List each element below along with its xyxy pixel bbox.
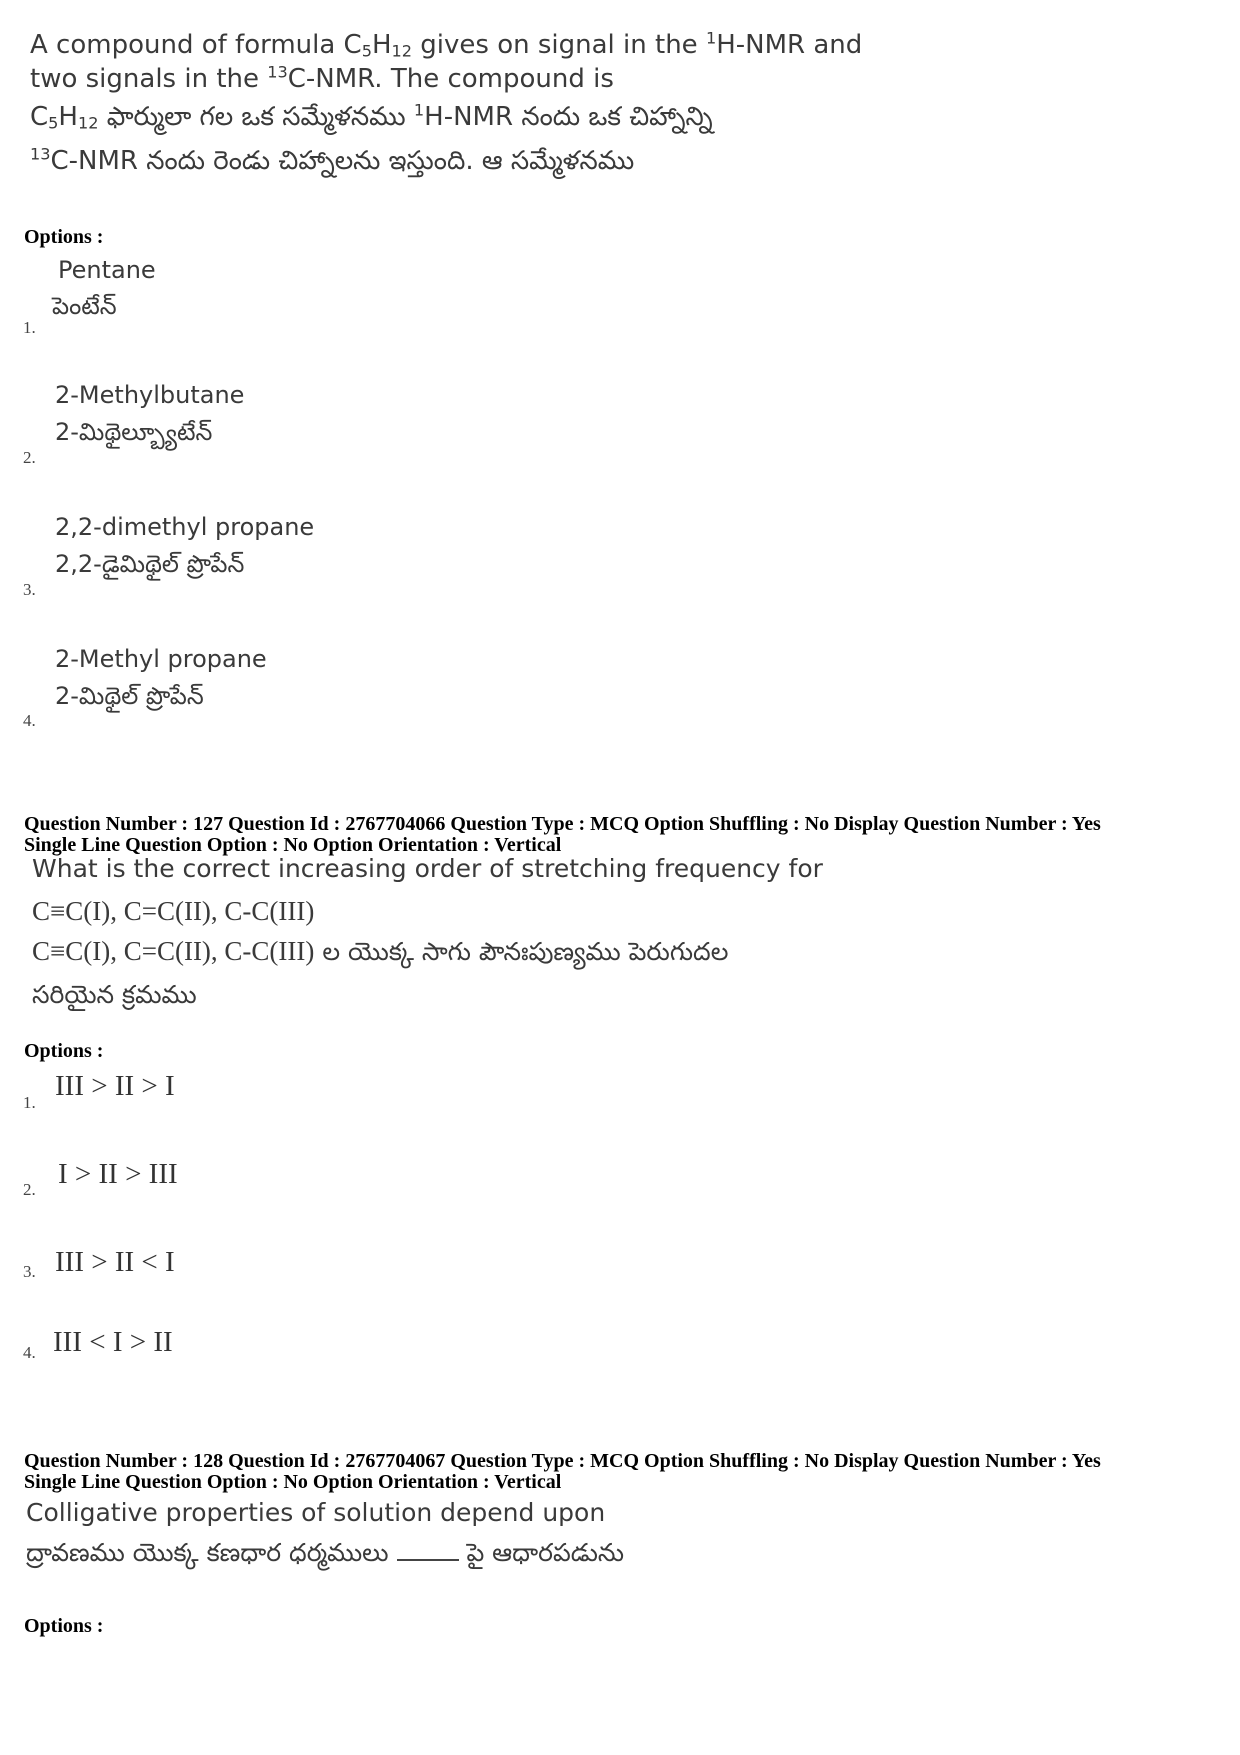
options-label: Options :: [24, 1040, 104, 1062]
question-line: two signals in the $^{13}$C-NMR. The compound is: [30, 62, 614, 94]
option-3-english: 2,2-dimethyl propane: [55, 513, 315, 541]
option-1-telugu: పెంటేన్: [52, 292, 117, 320]
option-2-text: I > II > III: [58, 1158, 178, 1190]
question-128-meta-line-2: Single Line Question Option : No Option Orientation : Vertical: [24, 1471, 562, 1493]
question-line-telugu: $^{13}$C-NMR నందు రెండు చిహ్నాలను ఇస్తుంది. ఆ సమ్మేళనము: [30, 144, 635, 176]
fill-in-blank: [397, 1542, 459, 1562]
option-1-number[interactable]: 1.: [23, 1093, 36, 1112]
question-127-meta-line-1: Question Number : 127 Question Id : 2767704066 Question Type : MCQ Option Shuffling : No Display Question Number : Yes: [24, 813, 1101, 835]
question-126-text: [30, 28, 930, 202]
options-label: Options :: [24, 1615, 104, 1637]
question-line: A compound of formula $C_5H_{12}$ gives on signal in the $^1$H-NMR and: [30, 28, 863, 61]
option-4-telugu: 2-మిథైల్ ప్రొపేన్: [55, 682, 204, 710]
question-line: Colligative properties of solution depend upon: [26, 1498, 606, 1527]
question-line-telugu: C≡C(I), C=C(II), C-C(III) ల యొక్క సాగు పౌనఃపుణ్యము పెరుగుదల: [32, 936, 729, 966]
question-128-meta-line-1: Question Number : 128 Question Id : 2767704067 Question Type : MCQ Option Shuffling : No Display Question Number : Yes: [24, 1450, 1101, 1472]
option-3-telugu: 2,2-డైమిథైల్ ప్రొపేన్: [55, 550, 245, 578]
option-4-english: 2-Methyl propane: [55, 645, 267, 673]
option-1-number[interactable]: 1.: [23, 318, 36, 337]
question-127-meta-line-2: Single Line Question Option : No Option Orientation : Vertical: [24, 834, 562, 856]
question-line-telugu: ద్రావణము యొక్క కణధార ధర్మములు పై ఆధారపడును: [26, 1538, 625, 1567]
question-line-telugu: సరియైన క్రమము: [32, 980, 197, 1009]
option-3-number[interactable]: 3.: [23, 1262, 36, 1281]
option-4-number[interactable]: 4.: [23, 1343, 36, 1362]
option-2-english: 2-Methylbutane: [55, 381, 245, 409]
option-1-english: Pentane: [58, 256, 156, 284]
question-127-text: [32, 856, 932, 1016]
option-3-number[interactable]: 3.: [23, 580, 36, 599]
option-1-text: III > II > I: [55, 1070, 175, 1102]
option-2-number[interactable]: 2.: [23, 1180, 36, 1199]
question-line-telugu: $C_5H_{12}$ ఫార్ములా గల ఒక సమ్మేళనము $^1$H-NMR నందు ఒక చిహ్నాన్ని: [30, 100, 713, 133]
option-3-text: III > II < I: [55, 1246, 175, 1278]
options-label: Options :: [24, 226, 104, 248]
option-2-number[interactable]: 2.: [23, 448, 36, 467]
option-4-number[interactable]: 4.: [23, 711, 36, 730]
question-line: What is the correct increasing order of stretching frequency for: [32, 854, 823, 883]
question-line: C≡C(I), C=C(II), C-C(III): [32, 896, 315, 926]
option-4-text: III < I > II: [53, 1326, 173, 1358]
option-2-telugu: 2-మిథైల్బ్యూటేన్: [55, 418, 213, 446]
question-128-text: [26, 1500, 926, 1590]
